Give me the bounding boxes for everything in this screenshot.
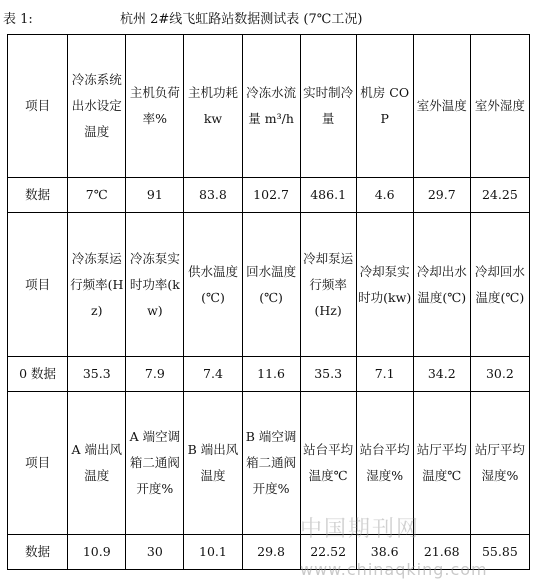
table-cell: 30 [126, 535, 184, 570]
table-number: 表 1: [3, 12, 33, 27]
table-cell: 29.8 [242, 535, 300, 570]
table-cell: 35.3 [300, 357, 356, 392]
table-cell: 21.68 [413, 535, 470, 570]
table-cell: 室外湿度 [470, 35, 529, 178]
table-cell: 冷却泵实时功(kw) [356, 213, 413, 357]
table-cell: 7.1 [356, 357, 413, 392]
table-row [8, 35, 530, 178]
table-cell: 站台平均湿度% [356, 392, 413, 535]
data-table [7, 34, 530, 570]
row-label: 数据 [8, 535, 68, 570]
table-cell: 38.6 [356, 535, 413, 570]
table-cell: 冷冻泵实时功率(kw) [126, 213, 184, 357]
table-cell: 回水温度(℃) [242, 213, 300, 357]
table-cell: 486.1 [300, 178, 356, 213]
table-cell: 29.7 [413, 178, 470, 213]
table-row [8, 357, 530, 392]
table-cell: A 端出风温度 [68, 392, 126, 535]
table-cell: 冷却泵运行频率(Hz) [300, 213, 356, 357]
table-cell: 冷却回水温度(℃) [470, 213, 529, 357]
row-label: 项目 [8, 35, 68, 178]
table-cell: 7.4 [184, 357, 242, 392]
table-cell: 主机功耗 kw [184, 35, 242, 178]
table-cell: 站厅平均温度℃ [413, 392, 470, 535]
table-cell: 机房 COP [356, 35, 413, 178]
watermark-text: 中国期刊网 [300, 517, 421, 542]
table-cell: 4.6 [356, 178, 413, 213]
row-label: 项目 [8, 392, 68, 535]
table-cell: A 端空调箱二通阀开度% [126, 392, 184, 535]
table-cell: 10.1 [184, 535, 242, 570]
table-row [8, 178, 530, 213]
table-title: 杭州 2#线飞虹路站数据测试表 (7℃工况) [120, 12, 363, 27]
table-cell: 30.2 [470, 357, 529, 392]
table-cell: 102.7 [242, 178, 300, 213]
table-cell: 站厅平均湿度% [470, 392, 529, 535]
row-label: 数据 [8, 178, 68, 213]
table-cell: 34.2 [413, 357, 470, 392]
table-cell: 22.52 [300, 535, 356, 570]
table-cell: 24.25 [470, 178, 529, 213]
table-cell: 供水温度(℃) [184, 213, 242, 357]
table-cell: 83.8 [184, 178, 242, 213]
table-cell: 7℃ [68, 178, 126, 213]
table-row [8, 213, 530, 357]
table-row [8, 392, 530, 535]
row-label: 0 数据 [8, 357, 68, 392]
row-label: 项目 [8, 213, 68, 357]
table-cell: 7.9 [126, 357, 184, 392]
table-cell: 冷冻泵运行频率(Hz) [68, 213, 126, 357]
table-cell: 11.6 [242, 357, 300, 392]
table-cell: 室外温度 [413, 35, 470, 178]
table-cell: 91 [126, 178, 184, 213]
table-caption [0, 0, 534, 34]
table-cell: B 端出风温度 [184, 392, 242, 535]
table-cell: 主机负荷率% [126, 35, 184, 178]
table-cell: 实时制冷量 [300, 35, 356, 178]
table-cell: 35.3 [68, 357, 126, 392]
table-cell: B 端空调箱二通阀开度% [242, 392, 300, 535]
table-cell: 冷却出水温度(℃) [413, 213, 470, 357]
table-cell: 10.9 [68, 535, 126, 570]
watermark-url: www.chinaqking.com [300, 560, 488, 579]
table-cell: 55.85 [470, 535, 529, 570]
table-cell: 冷冻系统出水设定温度 [68, 35, 126, 178]
table-cell: 站台平均温度℃ [300, 392, 356, 535]
table-cell: 冷冻水流量 m³/h [242, 35, 300, 178]
